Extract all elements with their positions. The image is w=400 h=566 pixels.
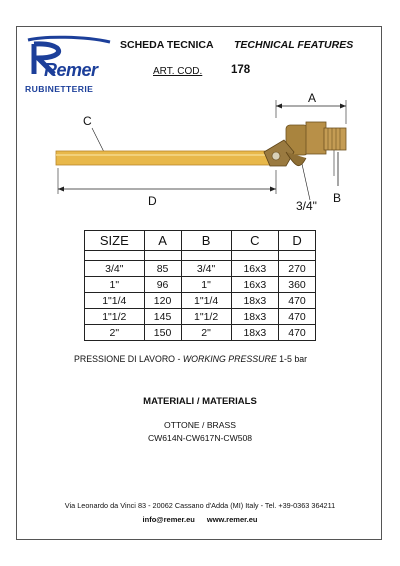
cell-c: 18x3 (231, 309, 278, 325)
cell-d: 270 (279, 261, 316, 277)
cell-c: 16x3 (231, 277, 278, 293)
title-italian: SCHEDA TECNICA (120, 39, 214, 51)
pressure-value: 1-5 bar (276, 354, 308, 364)
dimension-c-label: C (83, 114, 92, 128)
website-link[interactable]: www.remer.eu (206, 515, 258, 524)
header-size: SIZE (85, 231, 145, 251)
leader-c (92, 128, 104, 152)
cell-d: 470 (279, 309, 316, 325)
materials-line-1: OTTONE / BRASS (164, 420, 236, 430)
pressure-label-en: WORKING PRESSURE (182, 354, 277, 364)
cell-size: 1"1/2 (85, 309, 145, 325)
article-code-label: ART. COD. (153, 66, 203, 77)
dimension-b-label: B (333, 191, 342, 205)
cell-b: 1"1/2 (181, 309, 231, 325)
article-code-value: 178 (231, 64, 251, 76)
size-table (84, 230, 316, 341)
email-link[interactable]: info@remer.eu (142, 515, 195, 524)
company-contacts (0, 515, 400, 524)
title-english: TECHNICAL FEATURES (234, 39, 354, 51)
dimension-d-label: D (148, 194, 157, 208)
valve-thread (324, 128, 346, 150)
cell-c: 16x3 (231, 261, 278, 277)
dimension-a-label: A (308, 91, 317, 105)
cell-size: 2" (85, 325, 145, 341)
working-pressure (74, 354, 307, 364)
cell-c: 18x3 (231, 293, 278, 309)
table-header-row (85, 231, 316, 251)
materials-line-2: CW614N-CW617N-CW508 (147, 433, 253, 443)
header-a: A (144, 231, 181, 251)
table-spacer-row (85, 251, 316, 261)
cell-d: 470 (279, 325, 316, 341)
brand-name: Remer (44, 60, 98, 80)
header-d: D (279, 231, 316, 251)
header-b: B (181, 231, 231, 251)
cell-a: 145 (144, 309, 181, 325)
cell-d: 470 (279, 293, 316, 309)
pressure-prefix: PRESSIONE DI LAVORO - (74, 354, 183, 364)
cell-size: 3/4" (85, 261, 145, 277)
cell-b: 1"1/4 (181, 293, 231, 309)
cell-size: 1"1/4 (85, 293, 145, 309)
table-row (85, 261, 316, 277)
table-row (85, 325, 316, 341)
cell-a: 85 (144, 261, 181, 277)
brand-subtitle: RUBINETTERIE (25, 84, 94, 94)
cell-d: 360 (279, 277, 316, 293)
company-address: Via Leonardo da Vinci 83 - 20062 Cassano d'Adda (MI) Italy - Tel. +39-0363 364211 (64, 501, 336, 510)
cell-b: 3/4" (181, 261, 231, 277)
cell-a: 150 (144, 325, 181, 341)
leader-thread (302, 164, 310, 200)
table-row (85, 293, 316, 309)
header-c: C (231, 231, 278, 251)
table-row (85, 309, 316, 325)
cell-a: 120 (144, 293, 181, 309)
cell-c: 18x3 (231, 325, 278, 341)
cell-b: 1" (181, 277, 231, 293)
cell-size: 1" (85, 277, 145, 293)
materials-title: MATERIALI / MATERIALS (143, 396, 257, 407)
thread-size-label: 3/4" (296, 199, 317, 213)
cell-b: 2" (181, 325, 231, 341)
cell-a: 96 (144, 277, 181, 293)
brass-rod (56, 151, 270, 165)
table-row (85, 277, 316, 293)
